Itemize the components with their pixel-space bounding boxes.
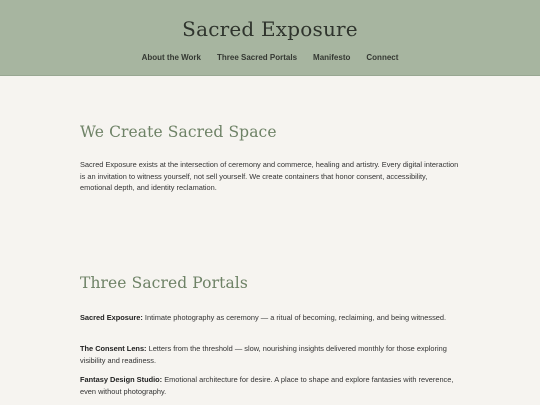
portal-description: Letters from the threshold — slow, nourishing insights delivered monthly for those exploring visibility and readiness. — [80, 344, 447, 365]
portal-name: The Consent Lens: — [80, 344, 147, 353]
nav-link-about-the-work[interactable]: About the Work — [141, 53, 201, 62]
portal-item — [80, 343, 460, 366]
nav-link-three-sacred-portals[interactable]: Three Sacred Portals — [217, 53, 298, 62]
site-header — [0, 0, 540, 76]
portal-description: Intimate photography as ceremony — a ritual of becoming, reclaiming, and being witnessed. — [142, 313, 447, 322]
main-content — [0, 76, 540, 405]
portal-name: Sacred Exposure: — [80, 313, 143, 322]
portal-name: Fantasy Design Studio: — [80, 375, 163, 384]
nav-link-manifesto[interactable]: Manifesto — [313, 53, 351, 62]
section-title-portals: Three Sacred Portals — [80, 274, 248, 292]
portal-item — [80, 312, 460, 324]
section-body-sacred-space: Sacred Exposure exists at the intersection of ceremony and commerce, healing and artistry. Every digital interaction is an invitation to witness yourself, not sell yourself. We create containers that honor consent, accessibility, emotional depth, and identity reclamation. — [80, 160, 459, 192]
portal-description: Emotional architecture for desire. A place to shape and explore fantasies with reverence, even without photography. — [80, 375, 454, 396]
nav-link-connect[interactable]: Connect — [366, 53, 399, 62]
site-title[interactable]: Sacred Exposure — [182, 17, 358, 41]
portal-item — [80, 374, 460, 397]
main-nav — [0, 52, 540, 64]
section-title-sacred-space: We Create Sacred Space — [80, 123, 277, 141]
